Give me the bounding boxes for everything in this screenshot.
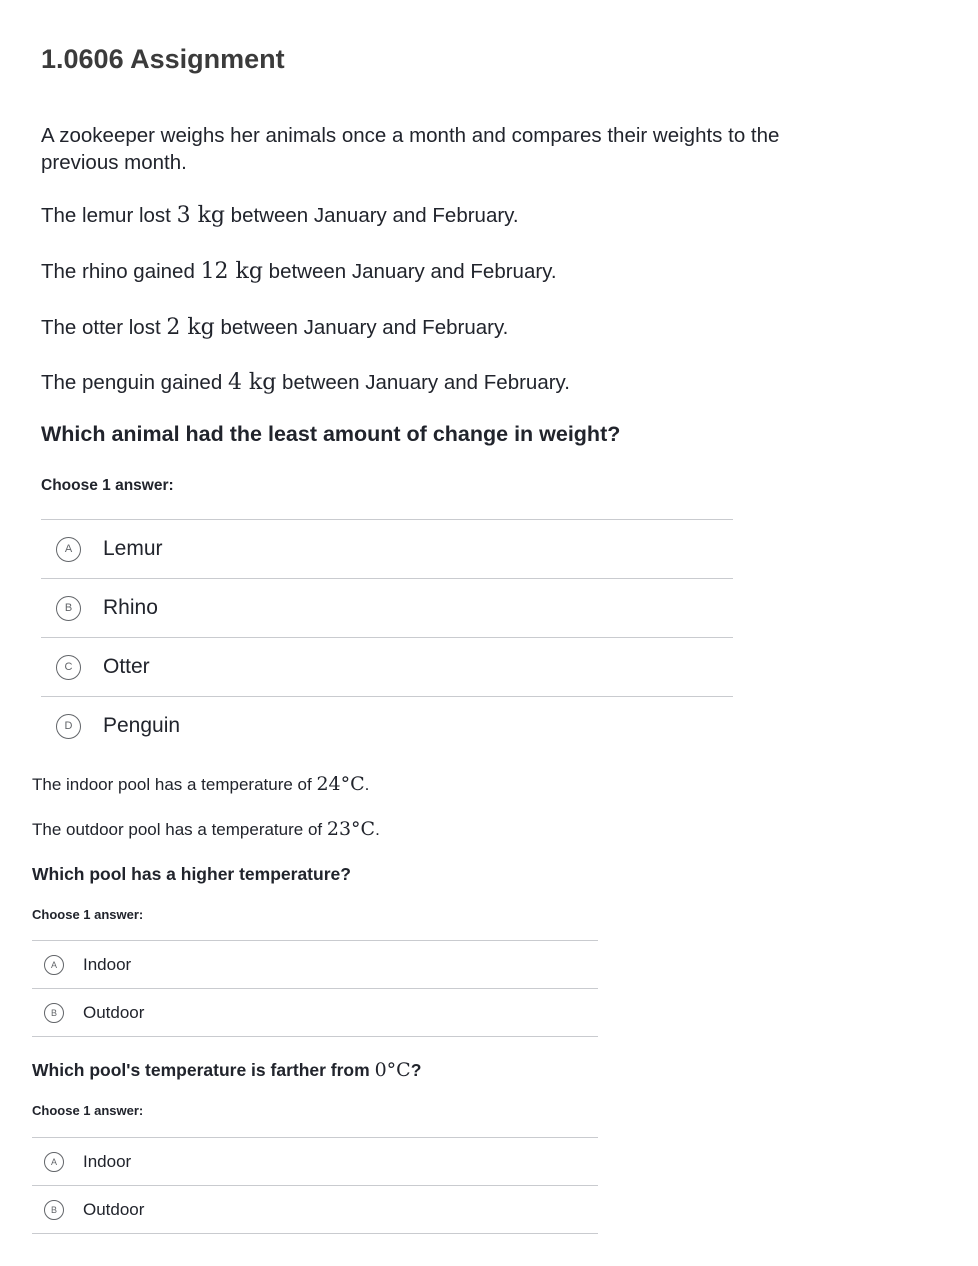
- choice-letter-d: D: [56, 714, 81, 739]
- choice-indoor[interactable]: [32, 1138, 598, 1186]
- statement-text: .: [364, 775, 370, 794]
- statement-text: between January and February.: [214, 316, 509, 339]
- choice-label: Otter: [103, 655, 150, 678]
- math-value: 24°C: [316, 773, 365, 795]
- statement-text: between January and February.: [262, 260, 557, 283]
- page-title: 1.0606 Assignment: [41, 44, 285, 74]
- choice-letter-a: A: [56, 537, 81, 562]
- statement-otter: [41, 314, 801, 341]
- statement-text: between January and February.: [276, 371, 570, 394]
- statement-indoor-pool: [32, 773, 369, 795]
- choice-outdoor[interactable]: [32, 1186, 598, 1234]
- choice-rhino[interactable]: [41, 579, 733, 638]
- statement-text: The penguin gained: [41, 371, 228, 394]
- statement-text: The lemur lost: [41, 204, 177, 227]
- choice-label: Outdoor: [83, 1199, 145, 1219]
- math-value: 4 kg: [227, 370, 277, 395]
- statement-text: The rhino gained: [41, 260, 201, 283]
- choice-letter-b: B: [44, 1003, 64, 1023]
- answer-choices-higher-temp: [32, 940, 598, 1037]
- choice-otter[interactable]: [41, 638, 733, 697]
- choice-label: Outdoor: [83, 1002, 145, 1022]
- question-text: Which pool's temperature is farther from: [32, 1060, 375, 1080]
- math-value: 12 kg: [200, 259, 263, 284]
- statement-text: The outdoor pool has a temperature of: [32, 820, 327, 839]
- math-value: 23°C: [326, 818, 376, 840]
- statement-lemur: [41, 202, 801, 229]
- choice-label: Rhino: [103, 596, 158, 619]
- choice-label: Penguin: [103, 714, 181, 737]
- choice-letter-b: B: [56, 596, 81, 621]
- choice-outdoor[interactable]: [32, 989, 598, 1037]
- question-farther-from-zero: [32, 1059, 421, 1081]
- choose-answer-label: Choose 1 answer:: [32, 907, 144, 922]
- statement-penguin: [41, 369, 801, 396]
- choice-label: Lemur: [103, 537, 163, 560]
- math-value: 3 kg: [176, 203, 225, 228]
- answer-choices-farther-from-zero: [32, 1137, 598, 1234]
- choice-penguin[interactable]: [41, 697, 733, 755]
- choose-answer-label: Choose 1 answer:: [32, 1103, 144, 1118]
- answer-choices-animals: [41, 519, 733, 755]
- statement-rhino: [41, 258, 801, 285]
- choose-answer-label: Choose 1 answer:: [41, 477, 174, 494]
- choice-label: Indoor: [83, 1151, 132, 1171]
- statement-text: The otter lost: [41, 316, 167, 339]
- choice-lemur[interactable]: [41, 520, 733, 579]
- choice-letter-a: A: [44, 955, 64, 975]
- math-value: 0°C: [374, 1059, 411, 1081]
- question-text: ?: [410, 1060, 422, 1080]
- question-least-change: Which animal had the least amount of change in weight?: [41, 422, 621, 446]
- choice-indoor[interactable]: [32, 941, 598, 989]
- choice-label: Indoor: [83, 954, 132, 974]
- choice-letter-a: A: [44, 1152, 64, 1172]
- question-higher-temperature: Which pool has a higher temperature?: [32, 864, 351, 884]
- math-value: 2 kg: [166, 315, 215, 340]
- statement-text: The indoor pool has a temperature of: [32, 775, 317, 794]
- statement-text: between January and February.: [224, 204, 519, 227]
- problem-intro: A zookeeper weighs her animals once a month and compares their weights to the previous month.: [41, 124, 780, 174]
- choice-letter-c: C: [56, 655, 81, 680]
- statement-outdoor-pool: [32, 818, 380, 840]
- choice-letter-b: B: [44, 1200, 64, 1220]
- statement-text: .: [375, 820, 380, 839]
